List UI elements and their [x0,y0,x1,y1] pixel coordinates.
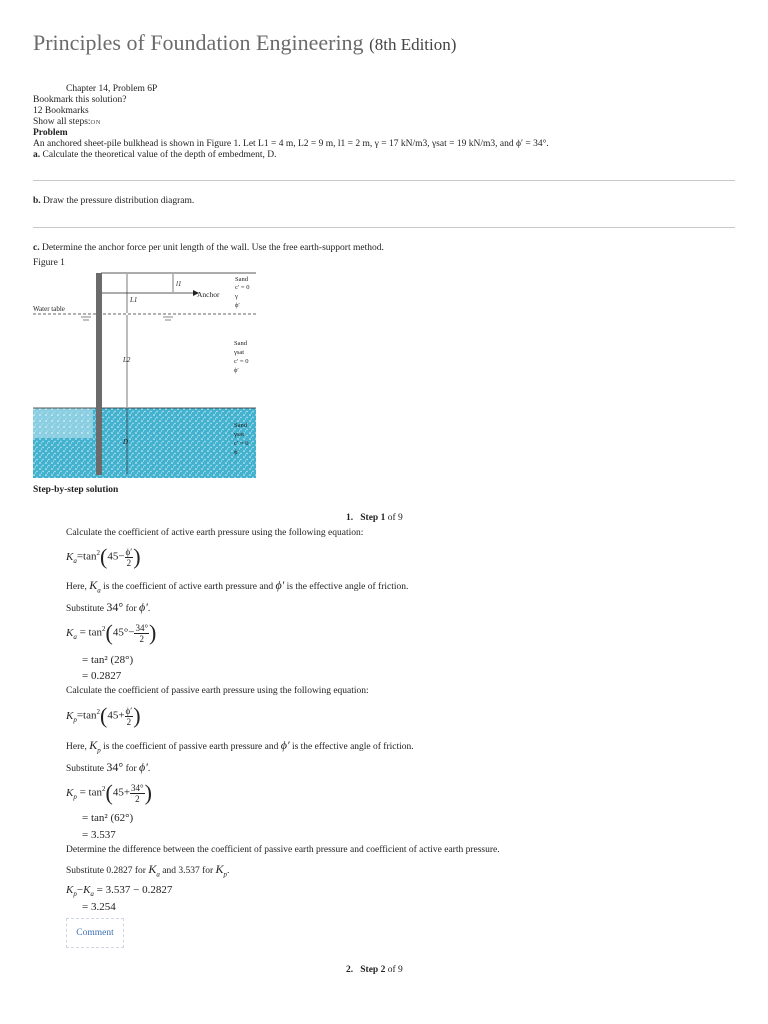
step-1-of: of 9 [387,513,403,523]
kp-intro: Calculate the coefficient of passive earth pressure using the following equation: [66,686,369,696]
kp-formula: $K_p=\tan^2(45+$ $\frac{\phi'}{2}$ ) [66,703,141,728]
anchor-label: Anchor [197,290,220,299]
diff-subst-a: Substitute 0.2827 for [66,866,146,876]
diff-line-1-value: = 3.537 − 0.2827 [96,884,173,896]
sand2-gamma: γsat [234,349,245,356]
part-a-text: Calculate the theoretical value of the depth of embedment, D. [42,150,277,160]
subst-value: 34° [106,760,124,774]
D-label: D [123,438,129,446]
water-table-label: Water table [33,305,65,313]
sand3-c: c′ = 0 [234,440,249,447]
diff-line-1: $K_p-K_a = 3.537 - 0.2827$ [66,884,173,899]
sheet-pile [96,273,102,475]
sand2-label: Sand [234,340,247,347]
ka-formula: $K_a=\tan^2(45-$ $\frac{\phi'}{2}$ ) [66,544,141,569]
subst-for: for [125,604,137,614]
diff-intro: Determine the difference between the coefficient of passive earth pressure and coefficient of active earth pressure. [66,845,500,855]
divider [33,180,735,181]
part-c-label: c. [33,243,40,253]
kp-here: Here, $K_p$ is the coefficient of passive earth pressure and ϕ′ is the effective angle of friction. [66,738,414,755]
page-title [33,30,456,56]
ka-here-word: Here, [66,582,87,592]
kp-here-mid: is the coefficient of passive earth pressure and [103,742,279,752]
step-1-num: 1. [346,513,354,523]
substitute-2: Substitute 34° for ϕ′. [66,760,151,774]
sand1-c: c′ = 0 [235,284,250,291]
ka-intro: Calculate the coefficient of active earth pressure using the following equation: [66,528,364,538]
sheet-pile-figure [33,270,263,478]
sand1-label: Sand [235,276,248,283]
sand3-phi: ϕ′ [234,449,239,456]
kp-here-end: is the effective angle of friction. [291,742,414,752]
ka-line-3: = 0.2827 [82,670,122,682]
step-2-num: 2. [346,965,354,975]
ka-here-mid: is the coefficient of active earth pressure and [103,582,274,592]
part-c [33,243,384,254]
subst-value: 34° [106,600,124,614]
diff-line-2: = 3.254 [82,901,116,913]
l1-label: l1 [176,280,182,288]
part-b-label: b. [33,196,41,206]
kp-line-3: = 3.537 [82,829,116,841]
sand2-phi: ϕ′ [234,367,239,374]
step-2-header [346,965,403,976]
diff-subst-b: and 3.537 for [162,866,214,876]
bookmark-prompt[interactable]: Bookmark this solution? [33,95,127,105]
ka-here: Here, $K_a$ is the coefficient of active earth pressure and ϕ′ is the effective angle of friction. [66,578,409,595]
substitute-1: Substitute 34° for ϕ′. [66,600,151,614]
L2-label: L2 [123,356,131,364]
problem-statement: An anchored sheet-pile bulkhead is shown in Figure 1. Let L1 = 4 m, L2 = 9 m, l1 = 2 m, γ = 17 kN/m3, γsat = 19 kN/m3, and ϕ′ = 34°. [33,139,549,149]
part-b [33,196,194,207]
bookmark-count: 12 Bookmarks [33,106,89,116]
kp-substituted: $K_p = \tan^2(45+$ $\frac{34^\circ}{2}$ ) [66,780,152,805]
sand3-label: Sand [234,422,247,429]
part-a [33,150,276,161]
show-all-steps [33,117,101,128]
sand3-gamma: γsat [234,431,245,438]
figure-caption: Figure 1 [33,258,65,268]
step-2-of: of 9 [387,965,403,975]
step-1-label: Step [360,513,379,523]
subst-word: Substitute [66,764,105,774]
step-1-header [346,513,403,524]
divider [33,227,735,228]
sand1-gamma: γ [235,293,238,300]
sand2-c: c′ = 0 [234,358,249,365]
part-c-text: Determine the anchor force per unit length of the wall. Use the free earth-support method. [41,243,384,253]
kp-here-word: Here, [66,742,87,752]
L1-label: L1 [130,296,138,304]
book-title: Principles of Foundation Engineering [33,30,364,55]
book-edition: (8th Edition) [369,35,457,54]
step-1-n: 1 [380,513,386,523]
subst-for: for [125,764,137,774]
ka-here-end: is the effective angle of friction. [286,582,409,592]
ka-substituted: $K_a = \tan^2(45^\circ-$ $\frac{34^\circ}{2}$ ) [66,620,157,645]
comment-button[interactable]: Comment [66,918,124,948]
problem-heading: Problem [33,128,68,138]
soil-left-light [33,408,93,438]
ka-line-2: = tan² (28°) [82,654,134,666]
step-2-label: Step [360,965,379,975]
diff-substitute: Substitute 0.2827 for $K_a$ and 3.537 for $K_p$. [66,862,230,879]
chapter-label: Chapter 14, Problem 6P [66,84,158,94]
step-2-n: 2 [380,965,386,975]
part-a-label: a. [33,150,41,160]
show-all-steps-toggle[interactable]: ON [90,119,101,126]
part-b-text: Draw the pressure distribution diagram. [43,196,195,206]
sand1-phi: ϕ′ [235,302,240,309]
subst-word: Substitute [66,604,105,614]
kp-line-2: = tan² (62°) [82,812,134,824]
solution-heading: Step-by-step solution [33,485,119,495]
show-all-steps-label: Show all steps: [33,117,91,127]
